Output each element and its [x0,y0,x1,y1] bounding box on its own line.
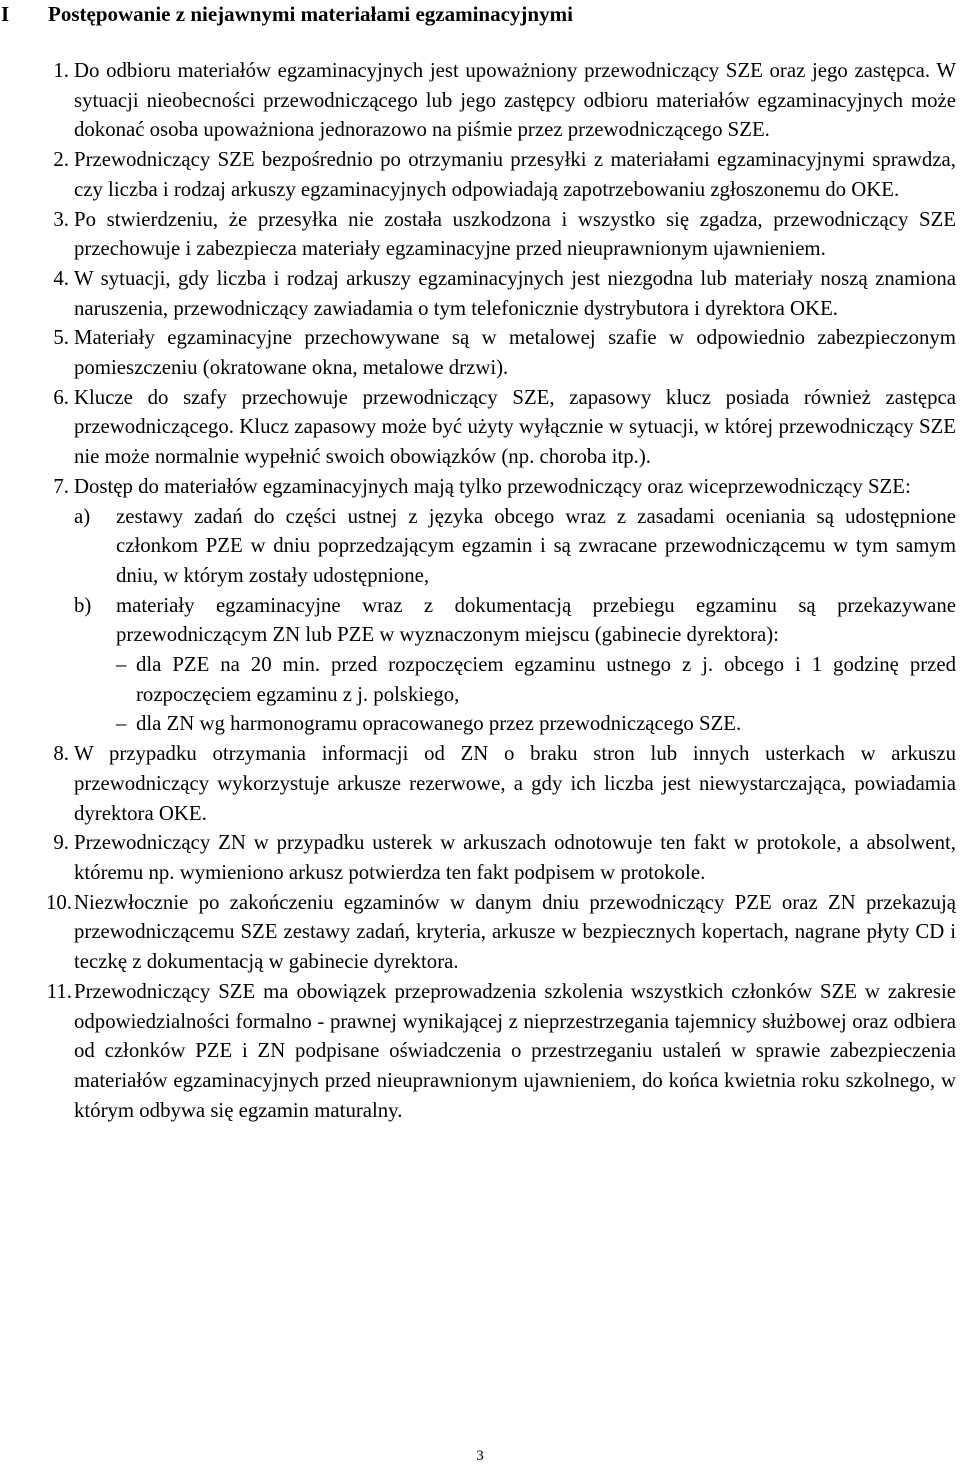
item-text: Przewodniczący SZE ma obowiązek przeprowadzenia szkolenia wszystkich członków SZE w zakresie odpowiedzialności formalno - prawnej wynikającej z nieprzestrzegania tajemnicy służbowej oraz odbiera od członków PZE i ZN podpisane oświadczenia o przestrzeganiu ustaleń w sprawie zabezpieczenia materiałów egzaminacyjnych przed nieuprawnionym ujawnieniem, do końca kwietnia roku szkolnego, w którym odbywa się egzamin maturalny. [74,979,956,1122]
item-text: Do odbioru materiałów egzaminacyjnych jest upoważniony przewodniczący SZE oraz jego zastępca. W sytuacji nieobecności przewodniczącego lub jego zastępcy odbioru materiałów egzaminacyjnych może dokonać osoba upoważniona jednorazowo na piśmie przez przewodniczącego SZE. [74,59,956,142]
section-number: I [1,2,10,26]
dash-mark: – [116,653,127,677]
list-item [0,383,960,472]
item-number: 3. [53,207,69,231]
list-item [0,977,960,1126]
item-text: Przewodniczący SZE bezpośrednio po otrzymaniu przesyłki z materiałami egzaminacyjnymi sprawdza, czy liczba i rodzaj arkuszy egzaminacyjnych odpowiadają zapotrzebowaniu zgłoszonemu do OKE. [74,148,956,201]
item-text: Klucze do szafy przechowuje przewodniczący SZE, zapasowy klucz posiada również zastępca przewodniczącego. Klucz zapasowy może być użyty wyłącznie w sytuacji, w której przewodniczący SZE nie może normalnie wypełnić swoich obowiązków (np. choroba itp.). [74,385,956,469]
list-item [0,888,960,977]
item-number: 2. [53,148,69,172]
item-text: Dostęp do materiałów egzaminacyjnych mają tylko przewodniczący oraz wiceprzewodniczący SZE: [74,474,911,498]
item-text: W przypadku otrzymania informacji od ZN o braku stron lub innych usterkach w arkuszu przewodniczący wykorzystuje arkusze rezerwowe, a gdy ich liczba jest niewystarczająca, powiadamia dyrektora OKE. [74,742,956,825]
sub-item-text: materiały egzaminacyjne wraz z dokumentacją przebiegu egzaminu są przekazywane przewodniczącym ZN lub PZE w wyznaczonym miejscu (gabinecie dyrektora): [116,593,956,647]
dash-mark: – [116,712,127,736]
list-item [0,739,960,828]
sub-item [74,502,960,591]
sub-item-label: b) [74,593,92,617]
list-item [0,323,960,382]
item-number: 1. [53,59,69,82]
list-item [0,472,960,502]
sub-item-label: a) [74,504,91,528]
dash-item [116,650,960,709]
list-item [0,264,960,323]
item-number: 8. [53,742,69,766]
item-number: 10. [46,890,72,914]
item-text: Niezwłocznie po zakończeniu egzaminów w danym dniu przewodniczący PZE oraz ZN przekazują przewodniczącemu SZE zestawy zadań, kryteria, arkusze w bezpiecznych kopertach, nagrane płyty CD i teczkę z dokumentacją w gabinecie dyrektora. [74,890,956,974]
item-text: Materiały egzaminacyjne przechowywane są w metalowej szafie w odpowiednio zabezpieczonym pomieszczeniu (okratowane okna, metalowe drzwi). [74,326,956,380]
item-text: Przewodniczący ZN w przypadku usterek w arkuszach odnotowuje ten fakt w protokole, a absolwent, któremu np. wymieniono arkusz potwierdza ten fakt podpisem w protokole. [74,831,956,884]
item-number: 7. [53,474,69,498]
section-title: Postępowanie z niejawnymi materiałami egzaminacyjnymi [48,2,573,26]
list-item [0,828,960,887]
list-item [0,145,960,204]
dash-item-text: dla ZN wg harmonogramu opracowanego przez przewodniczącego SZE. [136,712,742,736]
rules-list [0,56,960,1125]
item-number: 6. [53,385,69,409]
page-number: 3 [476,1448,484,1464]
item-number: 9. [53,831,69,855]
item-number: 4. [53,266,69,290]
item-text: W sytuacji, gdy liczba i rodzaj arkuszy egzaminacyjnych jest niezgodna lub materiały noszą znamiona naruszenia, przewodniczący zawiadamia o tym telefonicznie dystrybutora i dyrektora OKE. [74,266,956,320]
sub-item [74,591,960,650]
item-number: 5. [53,326,69,350]
list-item [0,205,960,264]
item-number: 11. [46,979,72,1003]
sub-item-text: zestawy zadań do części ustnej z języka obcego wraz z zasadami oceniania są udostępnione członkom PZE w dniu poprzedzającym egzamin i są zwracane przewodniczącemu w tym samym dniu, w którym zostały udostępnione, [116,504,956,587]
list-item [0,56,960,145]
dash-item [116,709,960,739]
section-heading [0,0,960,30]
item-text: Po stwierdzeniu, że przesyłka nie została uszkodzona i wszystko się zgadza, przewodniczący SZE przechowuje i zabezpiecza materiały egzaminacyjne przed nieuprawnionym ujawnieniem. [74,207,956,261]
dash-item-text: dla PZE na 20 min. przed rozpoczęciem egzaminu ustnego z j. obcego i 1 godzinę przed rozpoczęciem egzaminu z j. polskiego, [136,653,956,706]
